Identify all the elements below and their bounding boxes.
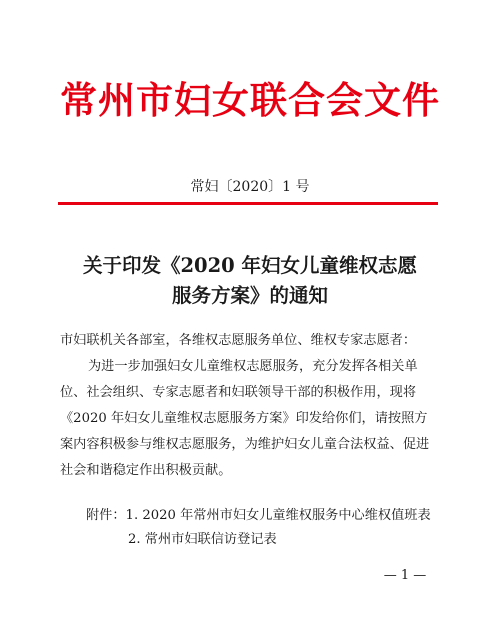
document-number: 常妇〔2020〕1 号 [190,179,310,195]
attachment-item-2: 2. 常州市妇联信访登记表 [128,532,277,547]
body-line: 位、社会组织、专家志愿者和妇联领导干部的积极作用，现将 [60,385,417,400]
attachment-item-1: 附件：1. 2020 年常州市妇女儿童维权服务中心维权值班表 [86,508,431,523]
body-paragraph [60,356,460,486]
body-line: 案内容积极参与维权志愿服务，为维护妇女儿童合法权益、促进 [60,437,430,452]
body-line: 《2020 年妇女儿童维权志愿服务方案》印发给你们，请按照方 [60,411,428,426]
body-line: 为进一步加强妇女儿童维权志愿服务，充分发挥各相关单 [88,359,418,374]
addressee: 市妇联机关各部室，各维权志愿服务单位、维权专家志愿者： [60,333,417,348]
body-line: 社会和谐稳定作出积极贡献。 [60,463,232,478]
masthead-title: 常州市妇女联合会文件 [60,78,440,122]
page-number: — 1 — [383,568,427,583]
notice-title-line-1: 关于印发《2020 年妇女儿童维权志愿 [82,254,418,277]
red-divider-line [58,202,438,205]
notice-title-line-2: 服务方案》的通知 [171,284,328,307]
